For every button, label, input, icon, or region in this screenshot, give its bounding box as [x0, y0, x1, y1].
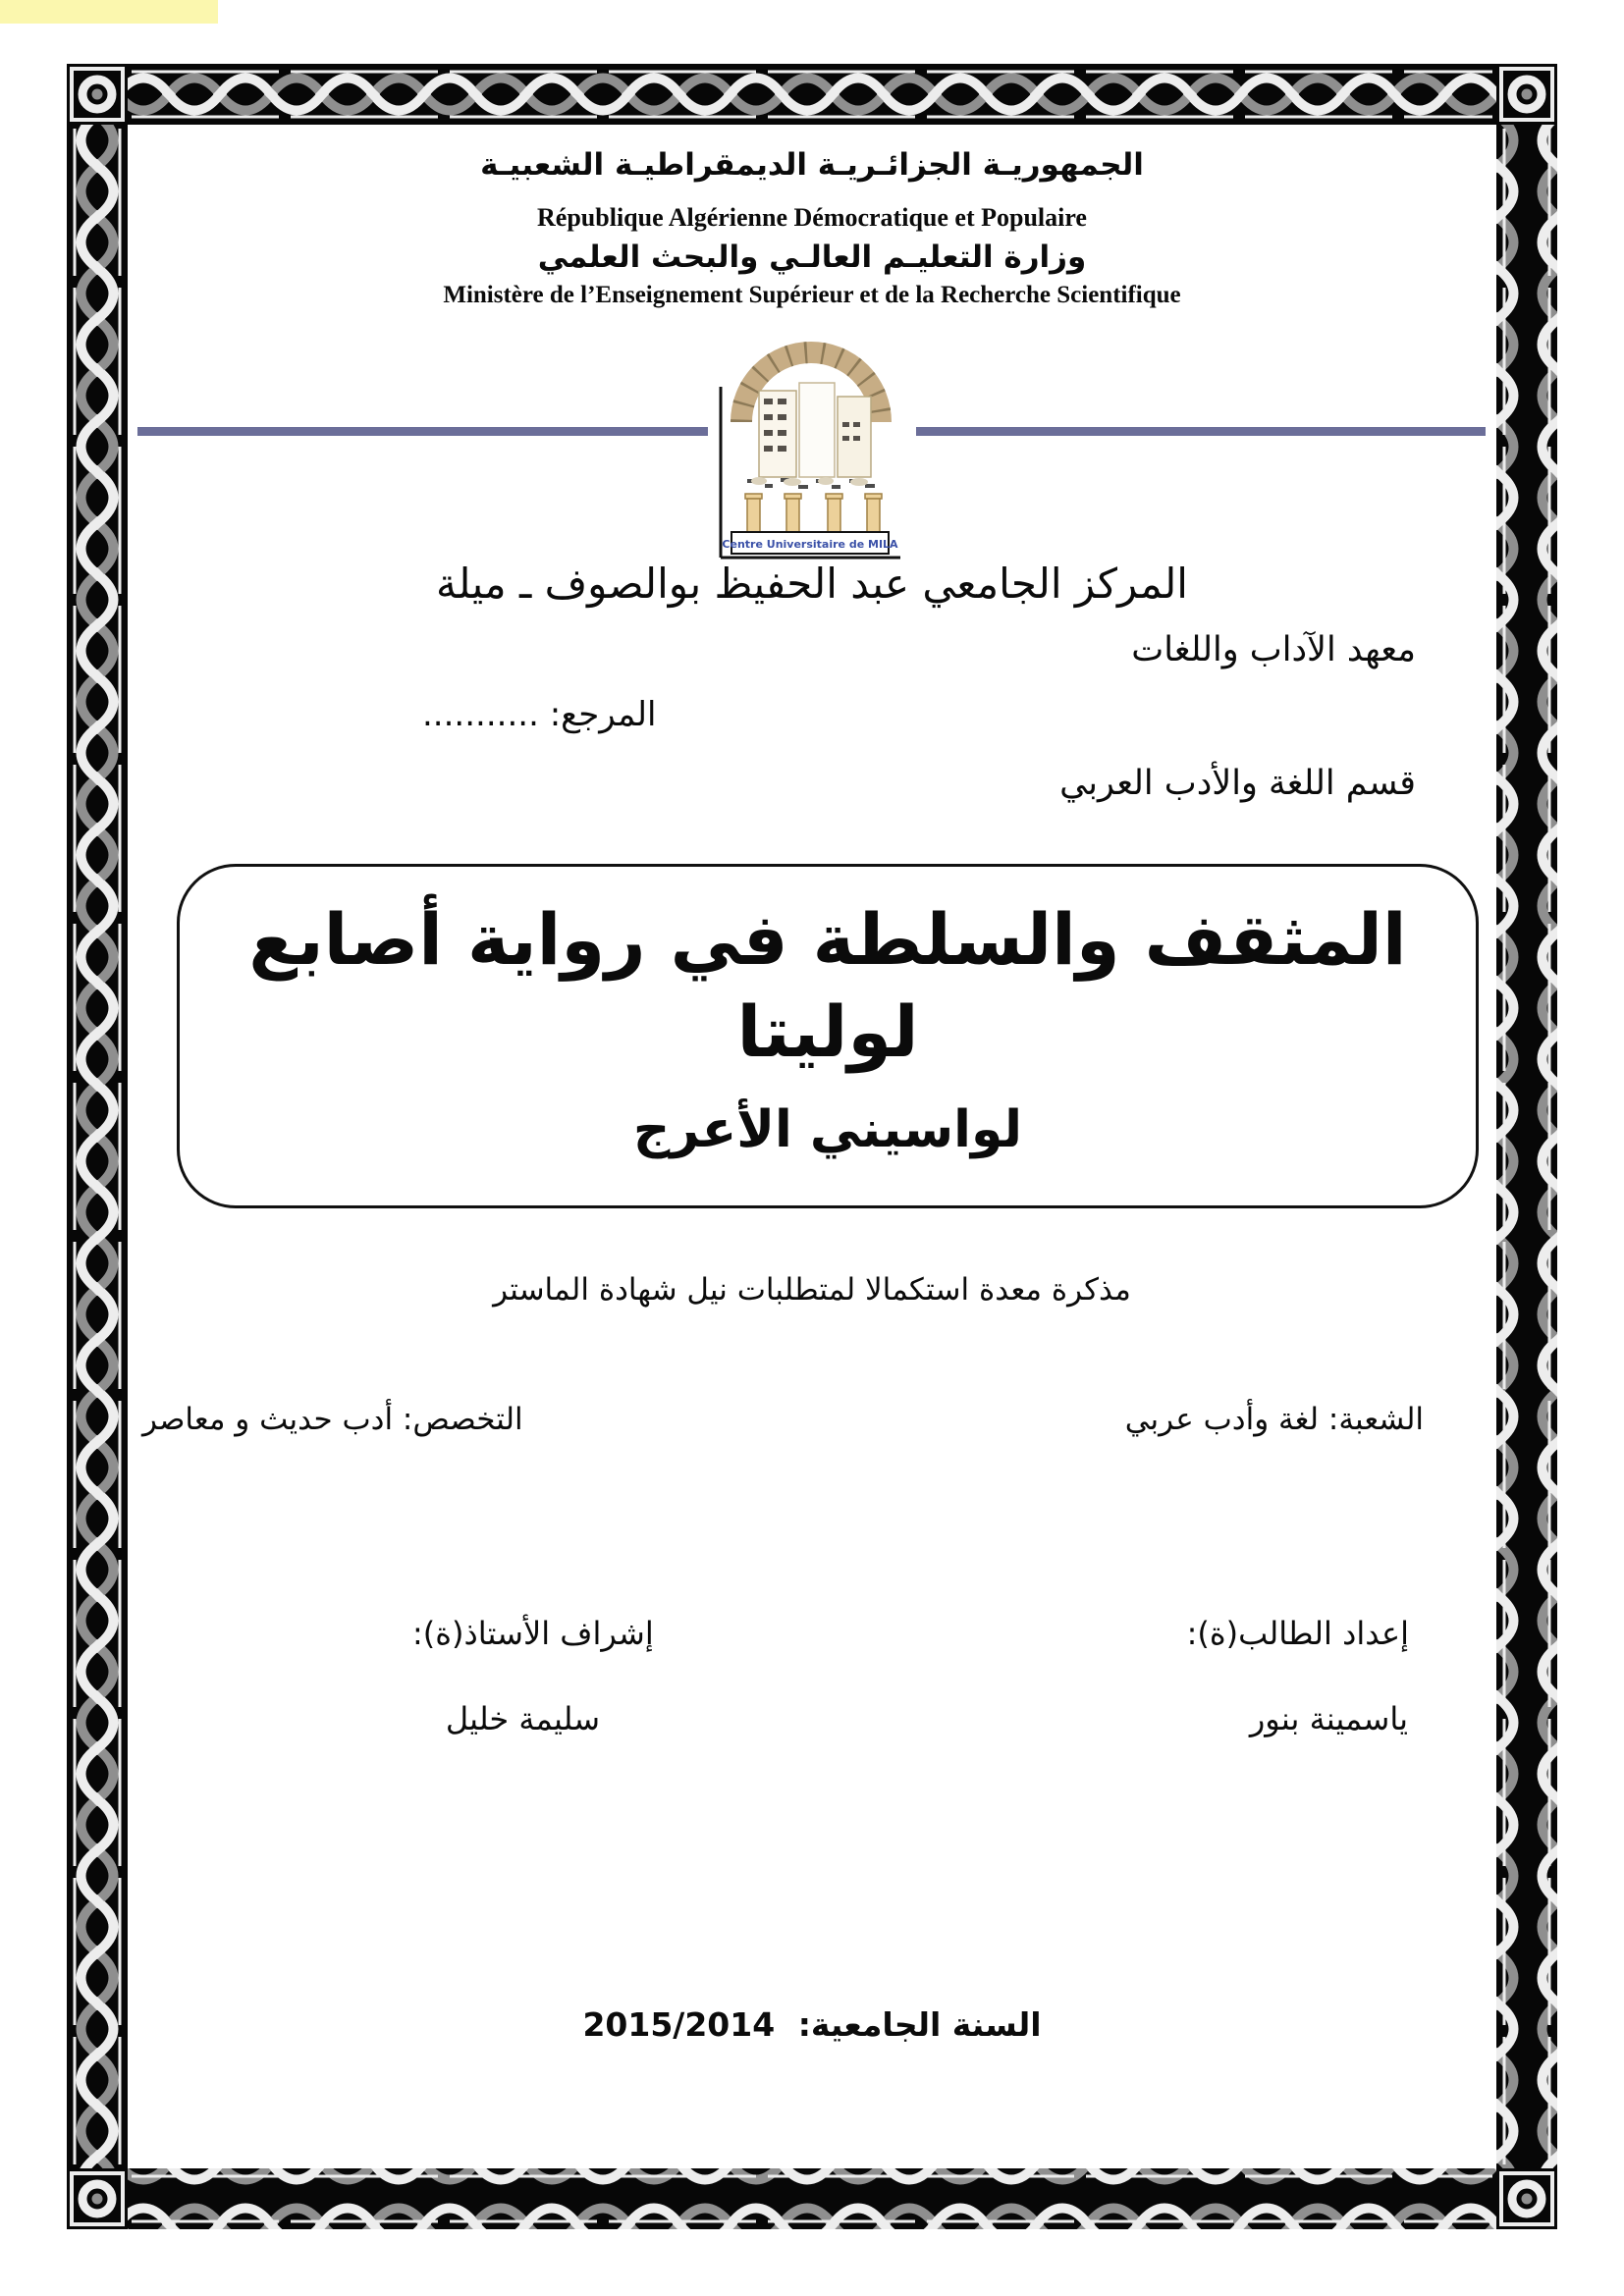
supervisor-label: إشراف الأستاذ(ة): [412, 1615, 654, 1652]
university-logo [708, 332, 916, 560]
memoir-note: مذكرة معدة استكمالا لمتطلبات نيل شهادة الماستر [493, 1272, 1131, 1308]
republic-name-french: République Algérienne Démocratique et Populaire [537, 202, 1087, 232]
supervisor-name: سليمة خليل [445, 1700, 601, 1737]
thesis-title-line2: لواسيني الأعرج [632, 1100, 1023, 1160]
specialty-field: التخصص: أدب حديث و معاصر [142, 1402, 523, 1437]
logo-caption: Centre Universitaire de MILA [722, 538, 898, 551]
thesis-title-line1: المثقف والسلطة في رواية أصابع لوليتا [248, 898, 1407, 1073]
reference-field: المرجع: ........... [422, 695, 657, 734]
republic-name-arabic: الجمهوريـة الجزائـريـة الديمقراطيـة الشعبيـة [480, 147, 1144, 183]
academic-year-line [128, 2005, 1496, 2044]
student-name: ياسمينة بنور [1249, 1700, 1408, 1737]
university-logo-icon [708, 332, 916, 560]
prepared-by-label: إعداد الطالب(ة): [1186, 1615, 1409, 1652]
thesis-title-box [177, 864, 1479, 1208]
scan-artifact-strip [0, 0, 218, 24]
academic-year-value: 2015/2014 [582, 2005, 776, 2044]
branch-field: الشعبة: لغة وأدب عربي [1124, 1402, 1424, 1437]
academic-year-label: السنة الجامعية: [797, 2005, 1042, 2044]
department-name: قسم اللغة والأدب العربي [1059, 764, 1416, 803]
ministry-name-arabic: وزارة التعليـم العالـي والبحث العلمي [537, 240, 1087, 276]
institute-name: معهد الآداب واللغات [1131, 630, 1416, 669]
ministry-name-french: Ministère de l’Enseignement Supérieur et de la Recherche Scientifique [443, 282, 1181, 309]
header-block [128, 145, 1496, 311]
university-center-name: المركز الجامعي عبد الحفيظ بوالصوف ـ ميلة [436, 560, 1188, 608]
